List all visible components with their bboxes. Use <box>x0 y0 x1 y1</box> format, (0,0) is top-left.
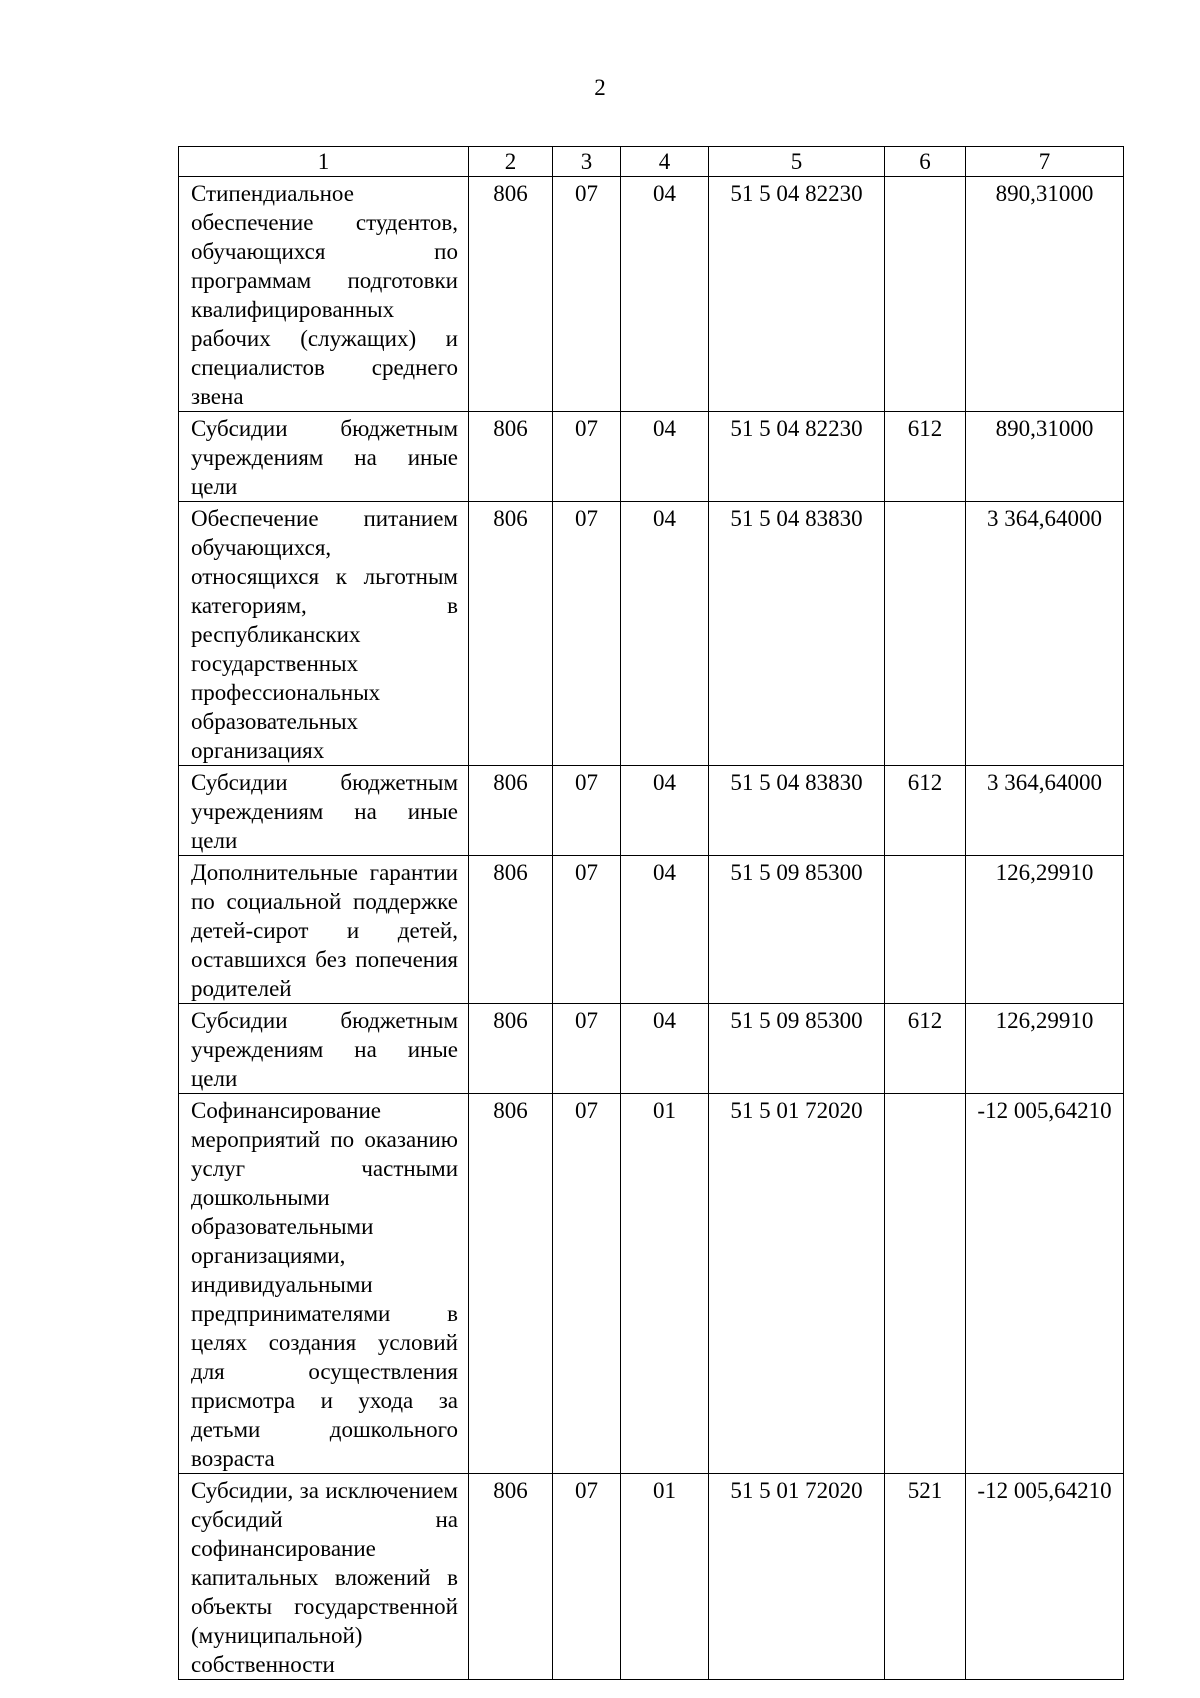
expense-type-code: 612 <box>885 412 966 502</box>
expense-type-code <box>885 856 966 1004</box>
amount: 890,31000 <box>966 412 1124 502</box>
table-row <box>179 177 1124 412</box>
row-description: Субсидии бюджетным учреждениям на иные цели <box>179 412 469 502</box>
expense-type-code <box>885 177 966 412</box>
table-row <box>179 766 1124 856</box>
expense-type-code <box>885 502 966 766</box>
header-row <box>179 147 1124 177</box>
subsection-code: 01 <box>621 1094 709 1474</box>
target-article-code: 51 5 09 85300 <box>709 1004 885 1094</box>
target-article-code: 51 5 09 85300 <box>709 856 885 1004</box>
section-code: 07 <box>553 856 621 1004</box>
section-code: 07 <box>553 766 621 856</box>
section-code: 07 <box>553 412 621 502</box>
budget-table <box>178 146 1124 1680</box>
subsection-code: 04 <box>621 502 709 766</box>
row-description: Субсидии, за исключением субсидий на софинансирование капитальных вложений в объекты государственной (муниципальной) собственности <box>179 1474 469 1680</box>
target-article-code: 51 5 04 82230 <box>709 412 885 502</box>
amount: -12 005,64210 <box>966 1094 1124 1474</box>
header-cell: 2 <box>469 147 553 177</box>
expense-type-code: 521 <box>885 1474 966 1680</box>
ministry-code: 806 <box>469 856 553 1004</box>
section-code: 07 <box>553 1004 621 1094</box>
table-row <box>179 1094 1124 1474</box>
section-code: 07 <box>553 177 621 412</box>
amount: 3 364,64000 <box>966 766 1124 856</box>
amount: 890,31000 <box>966 177 1124 412</box>
header-cell: 4 <box>621 147 709 177</box>
expense-type-code: 612 <box>885 1004 966 1094</box>
row-description: Обеспечение питанием обучающихся, относящихся к льготным категориям, в республиканских государственных профессиональных образовательных организациях <box>179 502 469 766</box>
subsection-code: 04 <box>621 177 709 412</box>
subsection-code: 04 <box>621 766 709 856</box>
amount: 3 364,64000 <box>966 502 1124 766</box>
header-cell: 6 <box>885 147 966 177</box>
row-description: Субсидии бюджетным учреждениям на иные цели <box>179 1004 469 1094</box>
target-article-code: 51 5 04 83830 <box>709 502 885 766</box>
target-article-code: 51 5 01 72020 <box>709 1474 885 1680</box>
target-article-code: 51 5 04 82230 <box>709 177 885 412</box>
ministry-code: 806 <box>469 412 553 502</box>
table-row <box>179 412 1124 502</box>
ministry-code: 806 <box>469 766 553 856</box>
amount: 126,29910 <box>966 856 1124 1004</box>
header-cell: 5 <box>709 147 885 177</box>
ministry-code: 806 <box>469 1094 553 1474</box>
target-article-code: 51 5 01 72020 <box>709 1094 885 1474</box>
row-description: Дополнительные гарантии по социальной поддержке детей-сирот и детей, оставшихся без попечения родителей <box>179 856 469 1004</box>
amount: -12 005,64210 <box>966 1474 1124 1680</box>
subsection-code: 04 <box>621 856 709 1004</box>
subsection-code: 04 <box>621 1004 709 1094</box>
expense-type-code <box>885 1094 966 1474</box>
table-row <box>179 1474 1124 1680</box>
header-cell: 7 <box>966 147 1124 177</box>
section-code: 07 <box>553 502 621 766</box>
ministry-code: 806 <box>469 177 553 412</box>
table-row <box>179 502 1124 766</box>
row-description: Субсидии бюджетным учреждениям на иные цели <box>179 766 469 856</box>
ministry-code: 806 <box>469 1474 553 1680</box>
section-code: 07 <box>553 1474 621 1680</box>
table-row <box>179 1004 1124 1094</box>
subsection-code: 04 <box>621 412 709 502</box>
target-article-code: 51 5 04 83830 <box>709 766 885 856</box>
ministry-code: 806 <box>469 1004 553 1094</box>
amount: 126,29910 <box>966 1004 1124 1094</box>
section-code: 07 <box>553 1094 621 1474</box>
ministry-code: 806 <box>469 502 553 766</box>
header-cell: 1 <box>179 147 469 177</box>
header-cell: 3 <box>553 147 621 177</box>
row-description: Софинансирование мероприятий по оказанию услуг частными дошкольными образовательными организациями, индивидуальными предпринимателями в целях создания условий для осуществления присмотра и ухода за детьми дошкольного возраста <box>179 1094 469 1474</box>
expense-type-code: 612 <box>885 766 966 856</box>
page-number: 2 <box>594 75 606 100</box>
table-row <box>179 856 1124 1004</box>
row-description: Стипендиальное обеспечение студентов, обучающихся по программам подготовки квалифицированных рабочих (служащих) и специалистов среднего звена <box>179 177 469 412</box>
subsection-code: 01 <box>621 1474 709 1680</box>
